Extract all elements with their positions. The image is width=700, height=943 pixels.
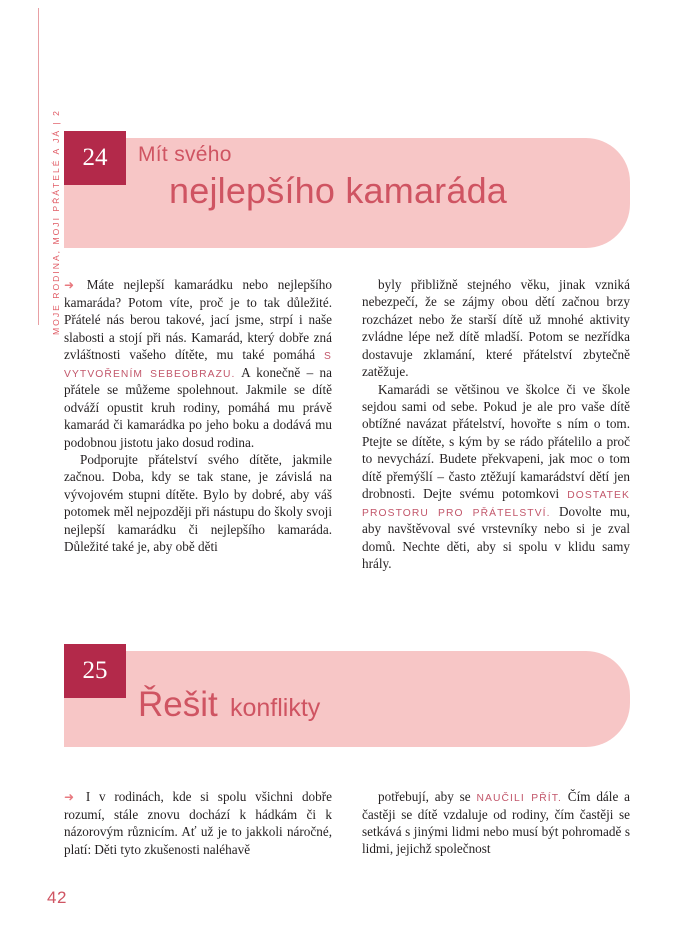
- section-body-1: [64, 276, 630, 572]
- section-title-big-2: Řešit: [138, 685, 218, 724]
- running-head-rule: [38, 8, 39, 325]
- body-text: Dovolte mu, aby navštěvoval své vrstevníky nebo si je zval domů. Nechte děti, aby si spolu v klidu samy hrály.: [362, 503, 631, 572]
- arrow-icon: ➜: [64, 278, 84, 292]
- column-right-2: [362, 788, 630, 858]
- section-body-2: [64, 788, 630, 858]
- body-text: Máte nejlepší kamarádku nebo nejlepšího kamaráda? Potom víte, proč je to tak důležité. Přátelé nás berou takové, jací jsme, strpí i naše slabosti a stojí při nás. Kamarád, který dobře zná zvláštnosti vašeho dítěte, mu také pomáhá: [64, 277, 332, 363]
- body-text: A konečně – na přátele se můžeme spolehnout. Jakmile se dítě odváží opustit kruh rodiny, pomáhá mu právě kamarád či kamarádka po jeho boku a dodává mu podobnou jistotu jako dosud rodina.: [64, 364, 332, 450]
- section-number-2: 25: [64, 644, 126, 698]
- body-paragraph: [64, 276, 332, 451]
- body-text: byly přibližně stejného věku, jinak vzniká nebezpečí, že se zájmy obou dětí začnou brzy rozcházet nebo že starší dítě už mnohé aktivity zvládne lépe než dítě mladší. Potom se nezřídka dostavuje zklamání, které přátelství zbytečně zatěžuje.: [362, 277, 630, 380]
- body-paragraph: [64, 788, 332, 858]
- emphasis-caps: S VYTVOŘENÍM SEBEOBRAZU.: [64, 351, 332, 380]
- body-text: Kamarádi se většinou ve školce či ve škole sejdou sami od sebe. Pokud je ale pro vaše dítě obtížné navázat přátelství, hovořte s ním o tom. Ptejte se dítěte, s kým by se rádo přátelilo a proč to nevychází. Budete překvapeni, jak moc o tom dítě přemýšlí – často ztěžují kamarádství dětí jen drobnosti. Dejte svému potomkovi: [362, 381, 630, 502]
- section-title-small-2: konflikty: [230, 694, 321, 722]
- arrow-icon: ➜: [64, 790, 83, 804]
- body-paragraph: [362, 788, 630, 858]
- body-text: I v rodinách, kde si spolu všichni dobře rozumí, stále znovu dochází k hádkám či k názorovým různicím. Ať už je to jakkoli náročné, platí: Děti tyto zkušenosti naléhavě: [64, 789, 332, 857]
- body-text: Čím dále a častěji se dítě vzdaluje od rodiny, čím častěji se setkává s jinými lidmi nebo musí být pohromadě s lidmi, jejichž společnost: [362, 789, 630, 857]
- body-text: Podporujte přátelství svého dítěte, jakmile začnou. Doba, kdy se tak stane, je závislá na vývojovém stupni dítěte. Bylo by dobré, aby váš potomek měl nejpozději při nástupu do školy svoji nejlepší kamarádku či nejlepšího kamaráda. Důležité také je, aby obě děti: [64, 451, 332, 555]
- body-paragraph: [362, 276, 630, 381]
- body-paragraph: [362, 381, 630, 573]
- column-right-1: [362, 276, 630, 572]
- section-number-1: 24: [64, 131, 126, 185]
- column-left-1: [64, 276, 332, 572]
- emphasis-caps: NAUČILI PŘÍT.: [476, 793, 562, 804]
- column-left-2: [64, 788, 332, 858]
- body-paragraph: [64, 451, 332, 556]
- body-text: potřebují, aby se: [378, 789, 477, 804]
- emphasis-caps: DOSTATEK PROSTORU PRO PŘÁTELSTVÍ.: [362, 490, 630, 519]
- section-title-big-1: nejlepšího kamaráda: [169, 170, 508, 211]
- page-number: 42: [47, 888, 67, 907]
- section-title-small-1: Mít svého: [138, 143, 232, 166]
- running-head: MOJE RODINA, MOJI PŘÁTELÉ A JÁ | 2: [51, 109, 61, 335]
